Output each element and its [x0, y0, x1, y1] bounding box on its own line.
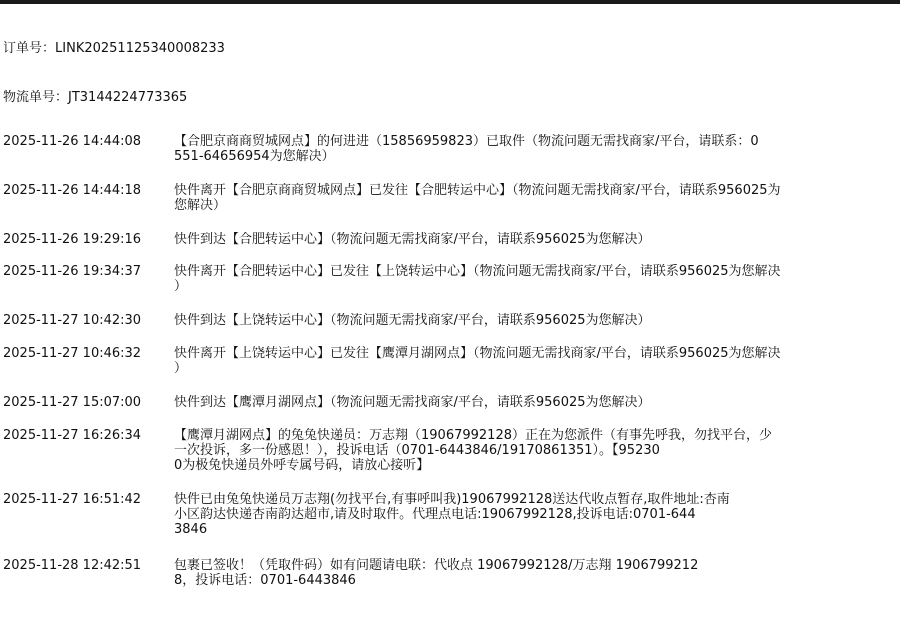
event-description-line: 8，投诉电话：0701-6443846	[174, 573, 356, 588]
event-description	[174, 264, 900, 294]
event-time: 2025-11-27 16:51:42	[3, 492, 142, 507]
event-description	[174, 492, 864, 537]
tracking-number	[3, 86, 187, 105]
event-description	[174, 558, 864, 588]
event-time: 2025-11-27 10:42:30	[3, 313, 142, 328]
event-description-line: ）	[174, 279, 188, 294]
event-description-line: 快件已由兔兔快递员万志翔(勿找平台,有事呼叫我)19067992128送达代收点暂存,取件地址:杏南	[174, 492, 730, 507]
event-time: 2025-11-27 16:26:34	[3, 428, 142, 443]
event-description-line: 快件到达【合肥转运中心】（物流问题无需找商家/平台，请联系956025为您解决）	[174, 232, 651, 247]
tracking-number-value: JT3144224773365	[68, 90, 188, 105]
event-time: 2025-11-28 12:42:51	[3, 558, 142, 573]
event-description-line: 一次投诉，多一份感恩！），投诉电话（0701-6443846/19170861351）。【95230	[174, 443, 660, 458]
event-description-line: 快件离开【上饶转运中心】已发往【鹰潭月湖网点】（物流问题无需找商家/平台，请联系956025为您解决	[174, 346, 781, 361]
event-time: 2025-11-27 15:07:00	[3, 395, 142, 410]
event-description-line: 快件到达【上饶转运中心】（物流问题无需找商家/平台，请联系956025为您解决）	[174, 313, 651, 328]
event-description-line: 您解决）	[174, 198, 227, 213]
event-description	[174, 134, 864, 164]
event-description	[174, 232, 864, 247]
event-description-line: 包裹已签收！（凭取件码）如有问题请电联：代收点 19067992128/万志翔 1906799212	[174, 558, 699, 573]
event-description-line: 551-64656954为您解决）	[174, 149, 335, 164]
event-description-line: ）	[174, 361, 188, 376]
event-description-line: 快件到达【鹰潭月湖网点】（物流问题无需找商家/平台，请联系956025为您解决）	[174, 395, 651, 410]
event-time: 2025-11-27 10:46:32	[3, 346, 142, 361]
event-description-line: 【鹰潭月湖网点】的兔兔快递员：万志翔（19067992128）正在为您派件（有事先呼我，勿找平台，少	[174, 428, 772, 443]
event-description-line: 【合肥京商商贸城网点】的何进进（15856959823）已取件（物流问题无需找商家/平台，请联系：0	[174, 134, 759, 149]
order-number-label: 订单号：	[3, 41, 56, 56]
event-description	[174, 395, 864, 410]
event-description	[174, 346, 900, 376]
event-time: 2025-11-26 14:44:08	[3, 134, 142, 149]
event-description-line: 快件离开【合肥转运中心】已发往【上饶转运中心】（物流问题无需找商家/平台，请联系956025为您解决	[174, 264, 781, 279]
order-number-value: LINK20251125340008233	[55, 41, 225, 56]
event-description-line: 快件离开【合肥京商商贸城网点】已发往【合肥转运中心】（物流问题无需找商家/平台，请联系956025为	[174, 183, 781, 198]
event-description	[174, 183, 900, 213]
event-time: 2025-11-26 19:29:16	[3, 232, 142, 247]
event-description-line: 0为极兔快递员外呼专属号码，请放心接听】	[174, 458, 430, 473]
event-time: 2025-11-26 19:34:37	[3, 264, 142, 279]
event-description	[174, 313, 864, 328]
order-number	[3, 37, 225, 56]
top-border	[0, 0, 900, 4]
event-description	[174, 428, 864, 473]
event-description-line: 3846	[174, 522, 208, 537]
event-description-line: 小区韵达快递杏南韵达超市,请及时取件。代理点电话:19067992128,投诉电话:0701-644	[174, 507, 696, 522]
event-time: 2025-11-26 14:44:18	[3, 183, 142, 198]
tracking-number-label: 物流单号：	[3, 90, 69, 105]
